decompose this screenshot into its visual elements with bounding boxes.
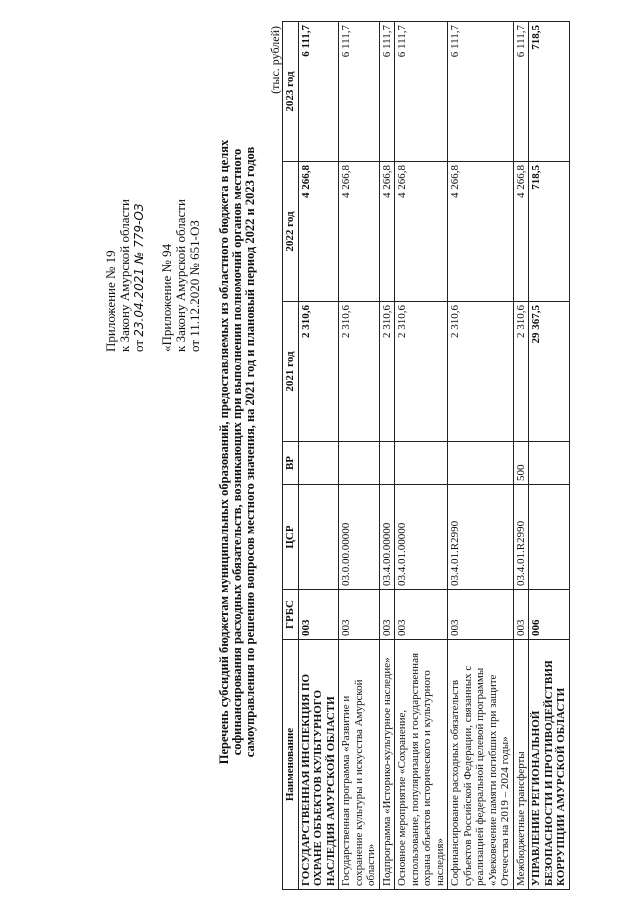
row-name: Основное мероприятие «Сохранение, использование, популяризация и государственная охрана объектов исторического и культурного наследия» bbox=[395, 640, 448, 890]
row-2023: 6 111,7 bbox=[379, 22, 395, 162]
row-2022: 4 266,8 bbox=[339, 162, 380, 302]
row-2023: 6 111,7 bbox=[448, 22, 514, 162]
row-grbs: 006 bbox=[529, 590, 570, 640]
row-csr: 03.4.01.R2990 bbox=[513, 485, 529, 590]
row-vr bbox=[395, 442, 448, 485]
annex-date-prefix: от bbox=[131, 339, 146, 352]
row-2022: 4 266,8 bbox=[298, 162, 339, 302]
row-csr: 03.4.01.R2990 bbox=[448, 485, 514, 590]
row-2021: 2 310,6 bbox=[298, 302, 339, 442]
row-grbs: 003 bbox=[339, 590, 380, 640]
row-2023: 6 111,7 bbox=[513, 22, 529, 162]
row-name: Софинансирование расходных обязательств субъектов Российской Федерации, связанных с реализацией федеральной целевой программы «Увековечение памяти погибших при защите Отечества на 2019 – 2024 годы» bbox=[448, 640, 514, 890]
row-vr bbox=[339, 442, 380, 485]
table-row bbox=[379, 22, 395, 890]
previous-annex-number: «Приложение № 94 bbox=[159, 243, 174, 352]
row-name: Государственная программа «Развитие и сохранение культуры и искусства Амурской области» bbox=[339, 640, 380, 890]
row-2023: 6 111,7 bbox=[298, 22, 339, 162]
row-2022: 4 266,8 bbox=[379, 162, 395, 302]
row-2023: 6 111,7 bbox=[395, 22, 448, 162]
row-vr bbox=[298, 442, 339, 485]
annex-law: к Закону Амурской области bbox=[117, 199, 132, 352]
document-page bbox=[100, 12, 567, 892]
row-vr: 500 bbox=[513, 442, 529, 485]
header-grbs: ГРБС bbox=[283, 590, 299, 640]
row-2021: 2 310,6 bbox=[339, 302, 380, 442]
annex-number: Приложение № 19 bbox=[103, 250, 118, 352]
row-name: УПРАВЛЕНИЕ РЕГИОНАЛЬНОЙ БЕЗОПАСНОСТИ И ПРОТИВОДЕЙСТВИЯ КОРРУПЦИИ АМУРСКОЙ ОБЛАСТИ bbox=[529, 640, 570, 890]
row-2023: 718,5 bbox=[529, 22, 570, 162]
annex-header bbox=[104, 199, 146, 352]
row-2022: 718,5 bbox=[529, 162, 570, 302]
table-row bbox=[339, 22, 380, 890]
table-row bbox=[448, 22, 514, 890]
row-csr bbox=[298, 485, 339, 590]
row-grbs: 003 bbox=[298, 590, 339, 640]
row-2023: 6 111,7 bbox=[339, 22, 380, 162]
row-name: Межбюджетные трансферты bbox=[513, 640, 529, 890]
title-line: Перечень субсидий бюджетам муниципальных образований, предоставляемых из областного бюджета в целях bbox=[217, 139, 231, 765]
annex-date bbox=[132, 199, 146, 352]
title-line: софинансирования расходных обязательств, возникающих при выполнении полномочий органов местного bbox=[230, 148, 244, 756]
row-vr bbox=[379, 442, 395, 485]
row-vr bbox=[448, 442, 514, 485]
row-2021: 2 310,6 bbox=[395, 302, 448, 442]
row-name: ГОСУДАРСТВЕННАЯ ИНСПЕКЦИЯ ПО ОХРАНЕ ОБЪЕКТОВ КУЛЬТУРНОГО НАСЛЕДИЯ АМУРСКОЙ ОБЛАСТИ bbox=[298, 640, 339, 890]
header-name: Наименование bbox=[283, 640, 299, 890]
previous-annex-law: к Закону Амурской области bbox=[173, 199, 188, 352]
table-row bbox=[298, 22, 339, 890]
row-grbs: 003 bbox=[379, 590, 395, 640]
header-2021: 2021 год bbox=[283, 302, 299, 442]
table-row bbox=[529, 22, 570, 890]
row-name: Подпрограмма «Историко-культурное наследие» bbox=[379, 640, 395, 890]
row-csr: 03.0.00.00000 bbox=[339, 485, 380, 590]
row-grbs: 003 bbox=[448, 590, 514, 640]
previous-annex-header bbox=[160, 199, 202, 352]
row-2021: 2 310,6 bbox=[379, 302, 395, 442]
row-2022: 4 266,8 bbox=[395, 162, 448, 302]
row-2022: 4 266,8 bbox=[448, 162, 514, 302]
row-grbs: 003 bbox=[513, 590, 529, 640]
row-2021: 2 310,6 bbox=[448, 302, 514, 442]
row-vr bbox=[529, 442, 570, 485]
title-line: самоуправления по решению вопросов местного значения, на 2021 год и плановый период 2022 и 2023 годов bbox=[243, 146, 257, 758]
row-csr: 03.4.01.00000 bbox=[395, 485, 448, 590]
subsidy-table bbox=[282, 21, 570, 890]
header-2022: 2022 год bbox=[283, 162, 299, 302]
unit-label: (тыс. рублей) bbox=[268, 26, 282, 94]
row-2021: 29 367,5 bbox=[529, 302, 570, 442]
row-2022: 4 266,8 bbox=[513, 162, 529, 302]
table-header-row bbox=[283, 22, 299, 890]
table-body bbox=[298, 22, 569, 890]
document-title bbox=[218, 12, 257, 892]
row-2021: 2 310,6 bbox=[513, 302, 529, 442]
table-row bbox=[395, 22, 448, 890]
header-csr: ЦСР bbox=[283, 485, 299, 590]
row-csr: 03.4.00.00000 bbox=[379, 485, 395, 590]
header-vr: ВР bbox=[283, 442, 299, 485]
header-2023: 2023 год bbox=[283, 22, 299, 162]
row-csr bbox=[529, 485, 570, 590]
previous-annex-date: от 11.12.2020 № 651-ОЗ bbox=[187, 220, 202, 352]
handwritten-date: 23.04.2021 № 779-ОЗ bbox=[132, 203, 146, 337]
table-row bbox=[513, 22, 529, 890]
row-grbs: 003 bbox=[395, 590, 448, 640]
